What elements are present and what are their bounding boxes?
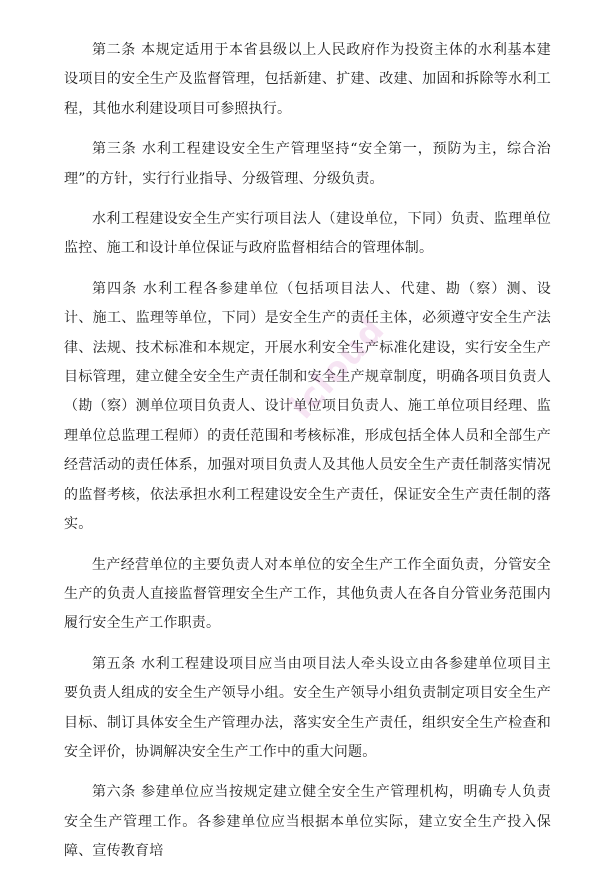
paragraph-article-4: 第四条 水利工程各参建单位（包括项目法人、代建、勘（察）测、设计、施工、监理等单位，下同）是安全生产的责任主体，必须遵守安全生产法律、法规、技术标准和本规定，开展水利安全生产标准化建设，实行安全生产目标管理，建立健全安全生产责任制和安全生产规章制度，明确各项目负责人（勘（察）测单位项目负责人、设计单位项目负责人、施工单位项目经理、监理单位总监理工程师）的责任范围和考核标准，形成包括全体人员和全部生产经营活动的责任体系，加强对项目负责人及其他人员安全生产责任制落实情况的监督考核，依法承担水利工程建设安全生产责任，保证安全生产责任制的落实。: [64, 280, 551, 533]
watermark: icloud: [282, 309, 393, 427]
paragraph-management-system: 水利工程建设安全生产实行项目法人（建设单位，下同）负责、监理单位监控、施工和设计单位保证与政府监督相结合的管理体制。: [64, 211, 551, 257]
paragraph-article-5: 第五条 水利工程建设项目应当由项目法人牵头设立由各参建单位项目主要负责人组成的安全生产领导小组。安全生产领导小组负责制定项目安全生产目标、制订具体安全生产管理办法，落实安全生产责任，组织安全生产检查和安全评价，协调解决安全生产工作中的重大问题。: [64, 655, 551, 760]
paragraph-article-3: 第三条 水利工程建设安全生产管理坚持“安全第一，预防为主，综合治理”的方针，实行行业指导、分级管理、分级负责。: [64, 141, 551, 187]
paragraph-article-6: 第六条 参建单位应当按规定建立健全安全生产管理机构，明确专人负责安全生产管理工作。各参建单位应当根据本单位实际，建立安全生产投入保障、宣传教育培: [64, 784, 551, 860]
document-body: [64, 36, 551, 878]
paragraph-article-2: 第二条 本规定适用于本省县级以上人民政府作为投资主体的水利基本建设项目的安全生产及监督管理，包括新建、扩建、改建、加固和拆除等水利工程，其他水利建设项目可参照执行。: [64, 42, 551, 117]
paragraph-principal-responsibility: 生产经营单位的主要负责人对本单位的安全生产工作全面负责，分管安全生产的负责人直接监督管理安全生产工作，其他负责人在各自分管业务范围内履行安全生产工作职责。: [64, 556, 551, 632]
